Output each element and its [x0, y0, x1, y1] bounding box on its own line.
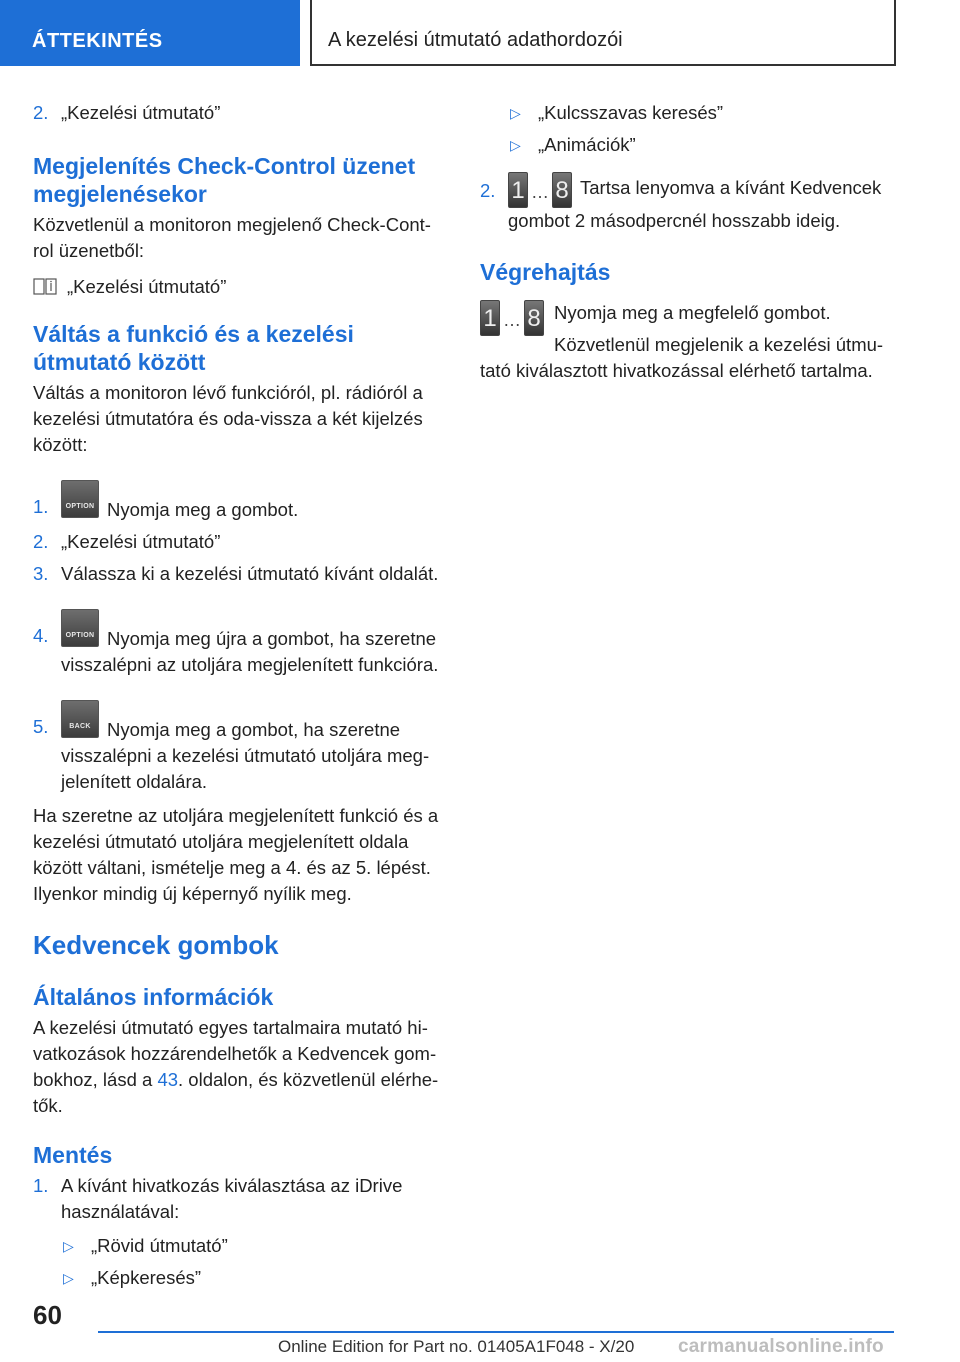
- list-text: Nyomja meg újra a gombot, ha szeretne visszalépni az utoljára megjelenített funkcióra.: [61, 628, 439, 675]
- triangle-bullet-icon: ▷: [63, 1270, 74, 1286]
- heading-mentes: Mentés: [33, 1142, 113, 1168]
- list-text: „Kezelési útmutató”: [61, 102, 221, 123]
- list-text: „Kezelési útmutató”: [61, 531, 221, 552]
- list-text: Tartsa lenyomva a kívánt Kedvencek gombot 2 másodpercnél hosszabb ideig.: [508, 177, 882, 231]
- book-line: [33, 274, 451, 300]
- list-item: [33, 100, 451, 126]
- list-item-step-1: [33, 480, 451, 523]
- list-item-step-5: [33, 700, 451, 795]
- paragraph-altalanos: A kezelési útmutató egyes tartalmaira mutató hi-vatkozások hozzárendelhetők a Kedvencek gom-bokhoz, lásd a 43. oldalon, és közvetlenül elérhe-tők.: [33, 1017, 439, 1116]
- vegrehajtas-block: [480, 300, 900, 384]
- list-text: A kívánt hivatkozás kiválasztása az iDrive használatával:: [61, 1175, 403, 1222]
- list-number: 1.: [33, 496, 49, 517]
- triangle-bullet-icon: ▷: [510, 137, 521, 153]
- list-number: 2.: [33, 102, 49, 123]
- list-item-mentes: [33, 1173, 451, 1225]
- bullet-item: ▷ „Képkeresés”: [33, 1265, 451, 1291]
- left-column: [33, 100, 451, 1291]
- favorite-key-8-icon: 8: [552, 172, 572, 208]
- list-number: 5.: [33, 716, 49, 737]
- list-text: Nyomja meg a gombot, ha szeretne visszalépni a kezelési útmutató utoljára meg-jelenített oldalára.: [61, 719, 430, 792]
- list-item-step-3: [33, 561, 451, 587]
- paragraph-veg2: Közvetlenül megjelenik a kezelési útmu-tató kiválasztott hivatkozással elérhető tartalma.: [480, 334, 884, 381]
- bullet-item: ▷ „Animációk”: [480, 132, 900, 158]
- watermark: carmanualsonline.info: [678, 1336, 884, 1357]
- page-number: 60: [33, 1300, 62, 1330]
- paragraph-veg1: Nyomja meg a megfelelő gombot.: [554, 302, 831, 323]
- heading-vegrehajtas: Végrehajtás: [480, 259, 611, 285]
- list-text: Nyomja meg a gombot.: [107, 499, 299, 520]
- list-number: 4.: [33, 625, 49, 646]
- list-number: 3.: [33, 563, 49, 584]
- heading-valtas: Váltás a funkció és a kezelési útmutató között: [33, 321, 354, 375]
- list-item-step-2-right: 2. 1 … 8 Tartsa lenyomva a kívánt Kedvencek gombot 2 másodpercnél hosszabb ideig.: [480, 172, 900, 234]
- favorite-key-1-icon: 1: [480, 300, 500, 336]
- favorite-keys: 1 … 8: [480, 300, 544, 336]
- list-item-step-2: [33, 529, 451, 555]
- paragraph-ha: Ha szeretne az utoljára megjelenített funkció és a kezelési útmutató utoljára megjelenített oldala között váltani, ismételje meg a 4. és az 5. lépést. Ilyenkor mindig új képernyő nyílik meg.: [33, 805, 439, 904]
- list-item-step-4: [33, 609, 451, 678]
- paragraph-checkcontrol: Közvetlenül a monitoron megjelenő Check-Cont-rol üzenetből:: [33, 214, 431, 261]
- option-button-icon: OPTION: [61, 609, 99, 647]
- triangle-bullet-icon: ▷: [510, 105, 521, 121]
- header-title: A kezelési útmutató adathordozói: [310, 0, 896, 66]
- list-text: Válassza ki a kezelési útmutató kívánt oldalát.: [61, 563, 439, 584]
- heading-checkcontrol: Megjelenítés Check-Control üzenet megjelenésekor: [33, 153, 416, 207]
- list-number: 2.: [480, 180, 496, 201]
- favorite-key-8-icon: 8: [524, 300, 544, 336]
- list-number: 1.: [33, 1175, 49, 1196]
- back-button-icon: BACK: [61, 700, 99, 738]
- right-column: [480, 100, 900, 384]
- footer-edition: Online Edition for Part no. 01405A1F048 - X/20: [278, 1337, 635, 1356]
- favorite-key-1-icon: 1: [508, 172, 528, 208]
- option-button-icon: OPTION: [61, 480, 99, 518]
- book-text: „Kezelési útmutató”: [67, 276, 227, 297]
- heading-altalanos: Általános információk: [33, 984, 274, 1010]
- paragraph-valtas: Váltás a monitoron lévő funkcióról, pl. rádióról a kezelési útmutatóra és oda-vissza a két kijelzés között:: [33, 382, 423, 455]
- bullet-item: ▷ „Rövid útmutató”: [33, 1233, 451, 1259]
- bullet-item: ▷ „Kulcsszavas keresés”: [480, 100, 900, 126]
- header-section-tab: ÁTTEKINTÉS: [0, 0, 300, 66]
- page-link[interactable]: 43: [157, 1069, 179, 1090]
- list-number: 2.: [33, 531, 49, 552]
- triangle-bullet-icon: ▷: [63, 1238, 74, 1254]
- heading-kedvencek: Kedvencek gombok: [33, 930, 279, 960]
- book-icon: [33, 278, 57, 296]
- footer-divider: [98, 1331, 894, 1333]
